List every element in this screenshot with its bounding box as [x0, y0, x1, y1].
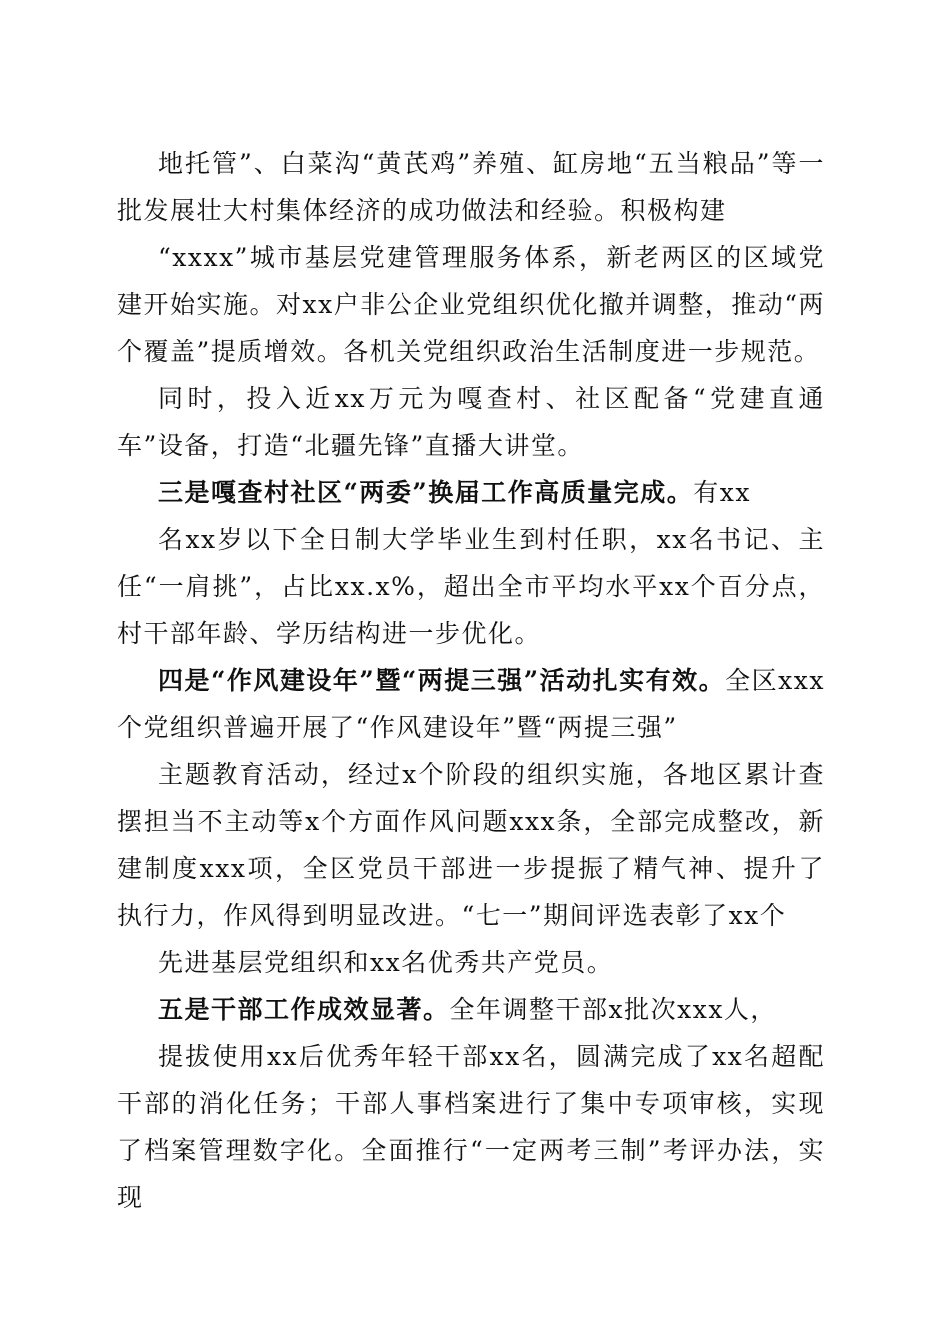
- paragraph-7-text: 主题教育活动，经过x个阶段的组织实施，各地区累计查摆担当不主动等x个方面作风问题xxx条，全部完成整改，新建制度xxx项，全区党员干部进一步提振了精气神、提升了执行力，作风得到明显改进。“七一”期间评选表彰了xx个: [117, 760, 825, 930]
- paragraph-3-text: 同时，投入近xx万元为嘎查村、社区配备“党建直通车”设备，打造“北疆先锋”直播大讲堂。: [117, 384, 825, 460]
- paragraph-6-lead: 四是“作风建设年”暨“两提三强”活动扎实有效。: [158, 666, 726, 695]
- paragraph-9: [117, 986, 825, 1033]
- paragraph-4-text: 有xx: [693, 478, 751, 507]
- document-body: [117, 140, 825, 1221]
- paragraph-5: [117, 516, 825, 657]
- paragraph-9-text: 全年调整干部x批次xxx人，: [449, 995, 777, 1024]
- paragraph-6: [117, 657, 825, 751]
- paragraph-9-lead: 五是干部工作成效显著。: [158, 995, 450, 1024]
- paragraph-8-text: 先进基层党组织和xx名优秀共产党员。: [158, 948, 614, 977]
- paragraph-5-text: 名xx岁以下全日制大学毕业生到村任职，xx名书记、主任“一肩挑”，占比xx.x%，超出全市平均水平xx个百分点，村干部年龄、学历结构进一步优化。: [117, 525, 825, 648]
- paragraph-2: [117, 234, 825, 375]
- paragraph-10-text: 提拔使用xx后优秀年轻干部xx名，圆满完成了xx名超配干部的消化任务；干部人事档案进行了集中专项审核，实现了档案管理数字化。全面推行“一定两考三制”考评办法，实现: [117, 1042, 825, 1212]
- paragraph-10: [117, 1033, 825, 1221]
- paragraph-8: [117, 939, 825, 986]
- paragraph-4: [117, 469, 825, 516]
- paragraph-1: [117, 140, 825, 234]
- paragraph-7: [117, 751, 825, 939]
- paragraph-4-lead: 三是嘎查村社区“两委”换届工作高质量完成。: [158, 478, 694, 507]
- paragraph-2-text: “xxxx”城市基层党建管理服务体系，新老两区的区域党建开始实施。对xx户非公企业党组织优化撤并调整，推动“两个覆盖”提质增效。各机关党组织政治生活制度进一步规范。: [117, 243, 825, 366]
- paragraph-6-text: 全区xxx个党组织普遍开展了“作风建设年”暨“两提三强”: [117, 666, 825, 742]
- paragraph-3: [117, 375, 825, 469]
- paragraph-1-text: 地托管”、白菜沟“黄芪鸡”养殖、缸房地“五当粮品”等一批发展壮大村集体经济的成功做法和经验。积极构建: [117, 149, 825, 225]
